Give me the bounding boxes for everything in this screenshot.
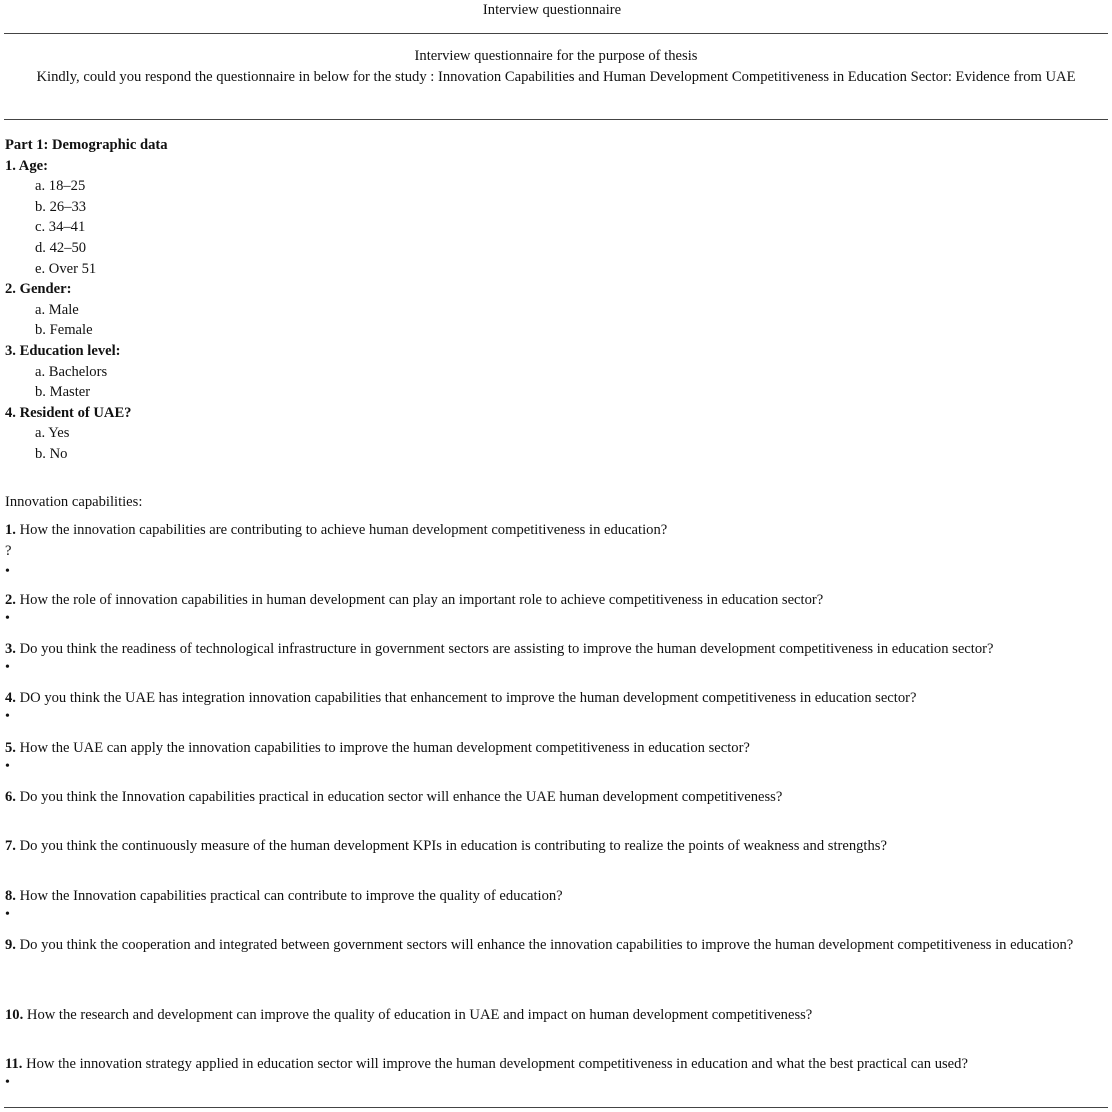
header-line-2: Kindly, could you respond the questionnaire in below for the study : Innovation Capabilities and Human Development Competitiveness in Education Sector: Evidence from UAE [36, 68, 1076, 85]
answer-bullet: • [5, 708, 10, 724]
option-education-b: b. Master [35, 384, 91, 401]
demographic-section [5, 135, 1105, 465]
innovation-question-11 [5, 1054, 1105, 1091]
question-number: 7. [5, 838, 16, 854]
innovation-question-5 [5, 738, 1105, 775]
option-resident-a: a. Yes [35, 425, 70, 442]
question-number: 3. [5, 641, 16, 657]
innovation-question-3 [5, 639, 1105, 676]
question-gender: 2. Gender: [5, 281, 72, 298]
question-text [5, 787, 1105, 808]
questionnaire-header [4, 46, 1108, 87]
option-age-a: a. 18–25 [35, 178, 86, 195]
innovation-question-4 [5, 688, 1105, 725]
option-age-d: d. 42–50 [35, 239, 87, 256]
question-number: 2. [5, 592, 16, 608]
question-text [5, 935, 1105, 956]
option-resident-b: b. No [35, 445, 68, 462]
option-age-b: b. 26–33 [35, 198, 87, 215]
question-body: How the UAE can apply the innovation capabilities to improve the human development competitiveness in education sector? [19, 740, 750, 756]
question-body: Do you think the readiness of technological infrastructure in government sectors are assisting to improve the human development competitiveness in education sector? [19, 641, 994, 657]
question-body: DO you think the UAE has integration innovation capabilities that enhancement to improve the human development competitiveness in education sector? [19, 690, 917, 706]
answer-bullet: • [5, 758, 10, 774]
option-gender-b: b. Female [35, 322, 93, 339]
question-text [5, 836, 1105, 857]
question-age: 1. Age: [5, 157, 48, 174]
question-body: Do you think the cooperation and integrated between government sectors will enhance the innovation capabilities to improve the human development competitiveness in education? [19, 937, 1074, 953]
innovation-question-8 [5, 886, 1105, 923]
option-age-e: e. Over 51 [35, 260, 97, 277]
innovation-question-10 [5, 1005, 1105, 1026]
innovation-question-9 [5, 935, 1105, 956]
option-education-a: a. Bachelors [35, 363, 108, 380]
answer-bullet: • [5, 659, 10, 675]
question-text [5, 639, 1105, 660]
question-number: 11. [5, 1056, 23, 1072]
question-body: How the research and development can improve the quality of education in UAE and impact on human development competitiveness? [26, 1007, 813, 1023]
question-text [5, 886, 1105, 907]
question-extra: ? [5, 542, 12, 559]
question-body: How the innovation strategy applied in education sector will improve the human development competitiveness in education and what the best practical can used? [26, 1056, 968, 1072]
bottom-rule [4, 1107, 1108, 1108]
question-body: How the role of innovation capabilities in human development can play an important role to achieve competitiveness in education sector? [19, 592, 824, 608]
table-caption: Interview questionnaire [482, 2, 622, 18]
question-number: 6. [5, 789, 16, 805]
option-gender-a: a. Male [35, 301, 79, 318]
question-text [5, 520, 1105, 541]
question-body: How the Innovation capabilities practical can contribute to improve the quality of education? [19, 888, 563, 904]
innovation-title: Innovation capabilities: [5, 494, 143, 510]
innovation-question-7 [5, 836, 1105, 857]
question-number: 8. [5, 888, 16, 904]
question-body: Do you think the continuously measure of the human development KPIs in education is contributing to realize the points of weakness and strengths? [19, 838, 887, 854]
question-text [5, 738, 1105, 759]
question-text [5, 1005, 1105, 1026]
innovation-question-2 [5, 590, 1105, 627]
answer-bullet: • [5, 564, 10, 580]
question-number: 4. [5, 690, 16, 706]
answer-bullet: • [5, 1074, 10, 1090]
question-number: 5. [5, 740, 16, 756]
header-line-1: Interview questionnaire for the purpose of thesis [414, 48, 698, 64]
question-number: 9. [5, 937, 16, 953]
part1-title: Part 1: Demographic data [5, 137, 168, 153]
question-resident: 4. Resident of UAE? [5, 404, 132, 421]
answer-bullet: • [5, 610, 10, 626]
top-rule [4, 33, 1108, 34]
question-number: 10. [5, 1007, 24, 1023]
question-text [5, 1054, 1105, 1075]
innovation-question-6 [5, 787, 1105, 808]
innovation-question-1 [5, 520, 1105, 580]
question-body: How the innovation capabilities are contributing to achieve human development competitiveness in education? [19, 522, 668, 538]
question-education: 3. Education level: [5, 342, 121, 359]
question-text [5, 688, 1105, 709]
option-age-c: c. 34–41 [35, 219, 86, 236]
answer-bullet: • [5, 906, 10, 922]
question-number: 1. [5, 522, 16, 538]
header-rule [4, 119, 1108, 120]
question-text [5, 590, 1105, 611]
question-body: Do you think the Innovation capabilities practical in education sector will enhance the UAE human development competitiveness? [19, 789, 783, 805]
